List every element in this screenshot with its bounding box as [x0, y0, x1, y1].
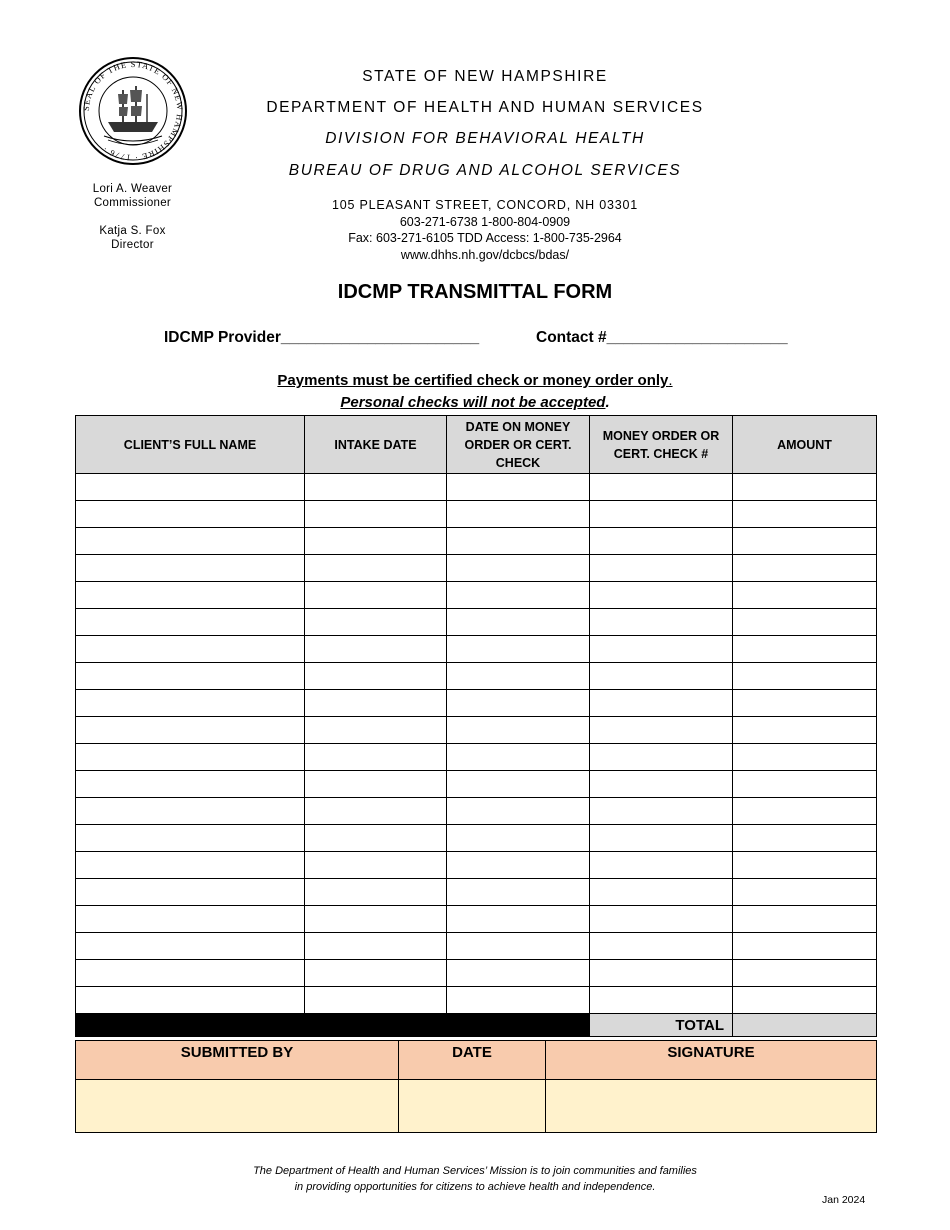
table-row [76, 582, 877, 609]
order-number-cell[interactable] [590, 690, 733, 717]
order-number-cell[interactable] [590, 609, 733, 636]
table-row [76, 528, 877, 555]
amount-cell[interactable] [733, 717, 877, 744]
client-name-cell[interactable] [76, 744, 305, 771]
intake-date-cell[interactable] [305, 744, 447, 771]
table-row [76, 798, 877, 825]
order-number-cell[interactable] [590, 852, 733, 879]
amount-cell[interactable] [733, 474, 877, 501]
intake-date-cell[interactable] [305, 609, 447, 636]
client-name-cell[interactable] [76, 528, 305, 555]
revision-date: Jan 2024 [822, 1194, 866, 1206]
order-date-cell[interactable] [447, 933, 590, 960]
mission-line-2: in providing opportunities for citizens to achieve health and independence. [294, 1181, 656, 1193]
intake-date-cell[interactable] [305, 555, 447, 582]
table-row [76, 933, 877, 960]
table-row [76, 636, 877, 663]
total-label: TOTAL [590, 1014, 733, 1037]
intake-date-cell[interactable] [305, 798, 447, 825]
director-title: Director [111, 239, 154, 251]
amount-cell[interactable] [733, 555, 877, 582]
amount-cell[interactable] [733, 636, 877, 663]
intake-date-cell[interactable] [305, 690, 447, 717]
client-name-cell[interactable] [76, 906, 305, 933]
client-name-cell[interactable] [76, 852, 305, 879]
intake-date-cell[interactable] [305, 474, 447, 501]
mission-line-1: The Department of Health and Human Services’ Mission is to join communities and families [253, 1165, 697, 1177]
table-row [76, 825, 877, 852]
table-row [76, 960, 877, 987]
intake-date-cell[interactable] [305, 825, 447, 852]
order-number-cell[interactable] [590, 987, 733, 1014]
personal-check-notice: Personal checks will not be accepted. [340, 394, 610, 411]
client-name-cell[interactable] [76, 879, 305, 906]
order-number-cell[interactable] [590, 825, 733, 852]
order-number-cell[interactable] [590, 771, 733, 798]
order-date-cell[interactable] [447, 609, 590, 636]
col-intake-date: INTAKE DATE [305, 416, 447, 474]
contact-field[interactable] [536, 329, 788, 347]
signature-header: SIGNATURE [546, 1041, 877, 1080]
contact-block [220, 197, 750, 263]
client-name-cell[interactable] [76, 636, 305, 663]
order-number-cell[interactable] [590, 474, 733, 501]
order-date-cell[interactable] [447, 582, 590, 609]
state-heading: STATE OF NEW HAMPSHIRE [362, 68, 608, 85]
amount-cell[interactable] [733, 501, 877, 528]
amount-cell[interactable] [733, 906, 877, 933]
client-name-cell[interactable] [76, 501, 305, 528]
order-date-cell[interactable] [447, 879, 590, 906]
intake-date-cell[interactable] [305, 879, 447, 906]
order-date-cell[interactable] [447, 906, 590, 933]
amount-cell[interactable] [733, 609, 877, 636]
total-black-cell [305, 1014, 590, 1037]
form-title: IDCMP TRANSMITTAL FORM [337, 281, 613, 303]
intake-date-cell[interactable] [305, 933, 447, 960]
order-number-cell[interactable] [590, 582, 733, 609]
amount-cell[interactable] [733, 744, 877, 771]
bureau-heading: BUREAU OF DRUG AND ALCOHOL SERVICES [288, 162, 682, 179]
table-row [76, 879, 877, 906]
payment-notice: Payments must be certified check or money order only. [277, 372, 673, 389]
date-header: DATE [399, 1041, 546, 1080]
department-heading: DEPARTMENT OF HEALTH AND HUMAN SERVICES [266, 99, 704, 116]
table-row [76, 987, 877, 1014]
payment-notice-text: Payments must be certified check or money order only [277, 372, 669, 389]
order-date-cell[interactable] [447, 663, 590, 690]
order-number-cell[interactable] [590, 717, 733, 744]
client-name-cell[interactable] [76, 582, 305, 609]
order-number-cell[interactable] [590, 798, 733, 825]
client-name-cell[interactable] [76, 825, 305, 852]
intake-date-cell[interactable] [305, 528, 447, 555]
division-heading: DIVISION FOR BEHAVIORAL HEALTH [325, 130, 645, 147]
order-date-cell[interactable] [447, 501, 590, 528]
order-number-cell[interactable] [590, 528, 733, 555]
commissioner-title: Commissioner [93, 197, 172, 209]
table-row [76, 555, 877, 582]
intake-date-cell[interactable] [305, 636, 447, 663]
client-name-cell[interactable] [76, 771, 305, 798]
date-field[interactable] [399, 1080, 546, 1133]
order-date-cell[interactable] [447, 771, 590, 798]
order-number-cell[interactable] [590, 744, 733, 771]
order-number-cell[interactable] [590, 636, 733, 663]
order-date-cell[interactable] [447, 528, 590, 555]
amount-cell[interactable] [733, 663, 877, 690]
amount-cell[interactable] [733, 690, 877, 717]
table-row [76, 717, 877, 744]
intake-date-cell[interactable] [305, 717, 447, 744]
submitted-by-header: SUBMITTED BY [76, 1041, 399, 1080]
intake-date-cell[interactable] [305, 906, 447, 933]
provider-field[interactable] [164, 329, 479, 347]
order-date-cell[interactable] [447, 852, 590, 879]
personal-check-text: Personal checks will not be accepted [340, 394, 606, 411]
total-black-cell [76, 1014, 305, 1037]
amount-cell[interactable] [733, 960, 877, 987]
order-date-cell[interactable] [447, 825, 590, 852]
client-name-cell[interactable] [76, 960, 305, 987]
intake-date-cell[interactable] [305, 852, 447, 879]
fax-tdd: Fax: 603-271-6105 TDD Access: 1-800-735-2964 [348, 231, 622, 245]
order-date-cell[interactable] [447, 960, 590, 987]
order-date-cell[interactable] [447, 474, 590, 501]
order-date-cell[interactable] [447, 987, 590, 1014]
order-date-cell[interactable] [447, 798, 590, 825]
state-seal-logo [78, 56, 188, 166]
table-row [76, 690, 877, 717]
order-number-cell[interactable] [590, 906, 733, 933]
client-name-cell[interactable] [76, 609, 305, 636]
officials-block [60, 182, 205, 252]
order-date-cell[interactable] [447, 636, 590, 663]
client-name-cell[interactable] [76, 663, 305, 690]
col-amount: AMOUNT [733, 416, 877, 474]
intake-date-cell[interactable] [305, 771, 447, 798]
table-row [76, 501, 877, 528]
amount-cell[interactable] [733, 933, 877, 960]
submitted-by-field[interactable] [76, 1080, 399, 1133]
amount-cell[interactable] [733, 771, 877, 798]
client-name-cell[interactable] [76, 933, 305, 960]
order-date-cell[interactable] [447, 690, 590, 717]
table-row [76, 906, 877, 933]
svg-text:SEAL OF THE STATE OF NEW HAMPS: SEAL OF THE STATE OF NEW HAMPSHIRE · 1776 · [80, 58, 186, 164]
order-number-cell[interactable] [590, 960, 733, 987]
amount-cell[interactable] [733, 987, 877, 1014]
table-row [76, 609, 877, 636]
table-row [76, 744, 877, 771]
client-name-cell[interactable] [76, 717, 305, 744]
table-row [76, 663, 877, 690]
client-name-cell[interactable] [76, 555, 305, 582]
contact-label: Contact # [536, 329, 607, 346]
amount-cell[interactable] [733, 879, 877, 906]
amount-cell[interactable] [733, 528, 877, 555]
order-number-cell[interactable] [590, 879, 733, 906]
col-date-on-order: DATE ON MONEY ORDER OR CERT. CHECK [447, 416, 590, 474]
submission-table [75, 1040, 877, 1133]
client-name-cell[interactable] [76, 987, 305, 1014]
provider-line[interactable]: _______________________ [280, 329, 480, 346]
intake-date-cell[interactable] [305, 663, 447, 690]
intake-date-cell[interactable] [305, 960, 447, 987]
provider-label: IDCMP Provider [164, 329, 281, 346]
col-client-name: CLIENT’S FULL NAME [76, 416, 305, 474]
director-name: Katja S. Fox [99, 225, 166, 237]
contact-line[interactable]: _____________________ [606, 329, 788, 346]
col-order-number: MONEY ORDER OR CERT. CHECK # [590, 416, 733, 474]
table-row [76, 474, 877, 501]
client-name-cell[interactable] [76, 798, 305, 825]
order-date-cell[interactable] [447, 744, 590, 771]
order-number-cell[interactable] [590, 501, 733, 528]
intake-date-cell[interactable] [305, 987, 447, 1014]
total-amount-cell[interactable] [733, 1014, 877, 1037]
order-date-cell[interactable] [447, 555, 590, 582]
intake-date-cell[interactable] [305, 582, 447, 609]
phone-numbers: 603-271-6738 1-800-804-0909 [399, 214, 571, 229]
order-date-cell[interactable] [447, 717, 590, 744]
amount-cell[interactable] [733, 852, 877, 879]
client-name-cell[interactable] [76, 474, 305, 501]
street-address: 105 PLEASANT STREET, CONCORD, NH 03301 [332, 198, 638, 212]
order-number-cell[interactable] [590, 933, 733, 960]
order-number-cell[interactable] [590, 555, 733, 582]
table-row [76, 852, 877, 879]
transmittal-table [75, 415, 877, 1037]
signature-field[interactable] [546, 1080, 877, 1133]
client-name-cell[interactable] [76, 690, 305, 717]
commissioner-name: Lori A. Weaver [92, 183, 173, 195]
intake-date-cell[interactable] [305, 501, 447, 528]
mission-statement [0, 1163, 950, 1195]
amount-cell[interactable] [733, 798, 877, 825]
table-row [76, 771, 877, 798]
amount-cell[interactable] [733, 825, 877, 852]
website-link[interactable]: www.dhhs.nh.gov/dcbcs/bdas/ [400, 247, 570, 262]
amount-cell[interactable] [733, 582, 877, 609]
order-number-cell[interactable] [590, 663, 733, 690]
